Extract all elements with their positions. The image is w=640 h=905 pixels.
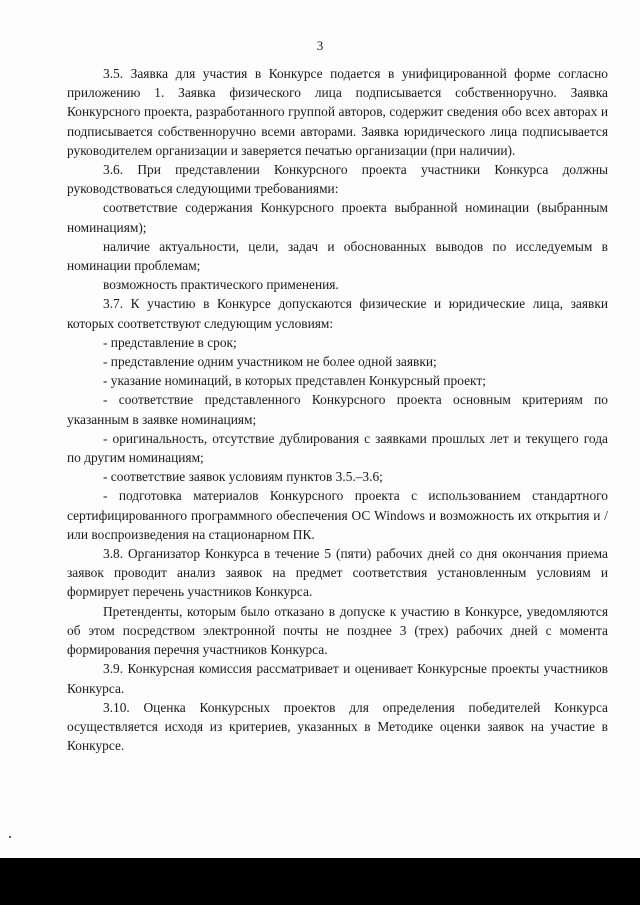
page-number: 3 [316,38,324,53]
paragraph-3-8: 3.8. Организатор Конкурса в течение 5 (пяти) рабочих дней со дня окончания приема заявок проводит анализ заявок на предмет соответствия установленным условиям и формирует перечень участников Конкурса. [67,546,608,600]
condition-item: - оригинальность, отсутствие дублирования с заявками прошлых лет и текущего года по другим номинациям; [67,430,608,466]
condition-item: - соответствие заявок условиям пунктов 3.5.–3.6; [103,469,383,485]
scan-border-bar [0,858,640,905]
requirement-item: наличие актуальности, цели, задач и обоснованных выводов по исследуемым в номинации проблемам; [67,238,608,274]
condition-item: - представление в срок; [103,334,237,350]
scan-speck [9,836,11,838]
document-body [67,64,608,755]
paragraph-3-9: 3.9. Конкурсная комиссия рассматривает и оценивает Конкурсные проекты участников Конкурса. [67,661,608,696]
paragraph-3-7: 3.7. К участию в Конкурсе допускаются физические и юридические лица, заявки которых соответствуют следующим условиям: [67,296,608,331]
requirement-item: соответствие содержания Конкурсного проекта выбранной номинации (выбранным номинациям); [67,200,608,235]
condition-item: - соответствие представленного Конкурсного проекта основным критериям по указанным в заявке номинациям; [67,392,608,427]
paragraph-3-6: 3.6. При представлении Конкурсного проекта участники Конкурса должны руководствоваться следующими требованиями: [67,162,608,197]
condition-item: - подготовка материалов Конкурсного проекта с использованием стандартного сертифицированного программного обеспечения ОС Windows и возможность их открытия и /или воспроизведения на стационарном ПК. [67,488,608,542]
paragraph-rejection-notice: Претенденты, которым было отказано в допуске к участию в Конкурсе, уведомляются об этом посредством электронной почты не позднее 3 (трех) рабочих дней с момента формирования перечня участников Конкурса. [67,603,608,658]
paragraph-3-5: 3.5. Заявка для участия в Конкурсе подается в унифицированной форме согласно приложению 1. Заявка физического лица подписывается собственноручно. Заявка Конкурсного проекта, разработанного группой авторов, содержит сведения обо всех авторах и подписывается собственноручно всеми авторами. Заявка юридического лица подписывается руководителем организации и заверяется печатью организации (при наличии). [67,66,608,158]
condition-item: - представление одним участником не более одной заявки; [103,354,437,370]
condition-item: - указание номинаций, в которых представлен Конкурсный проект; [103,373,486,389]
requirement-item: возможность практического применения. [103,277,339,293]
paragraph-3-10: 3.10. Оценка Конкурсных проектов для определения победителей Конкурса осуществляется исходя из критериев, указанных в Методике оценки заявок на участие в Конкурсе. [67,699,608,754]
